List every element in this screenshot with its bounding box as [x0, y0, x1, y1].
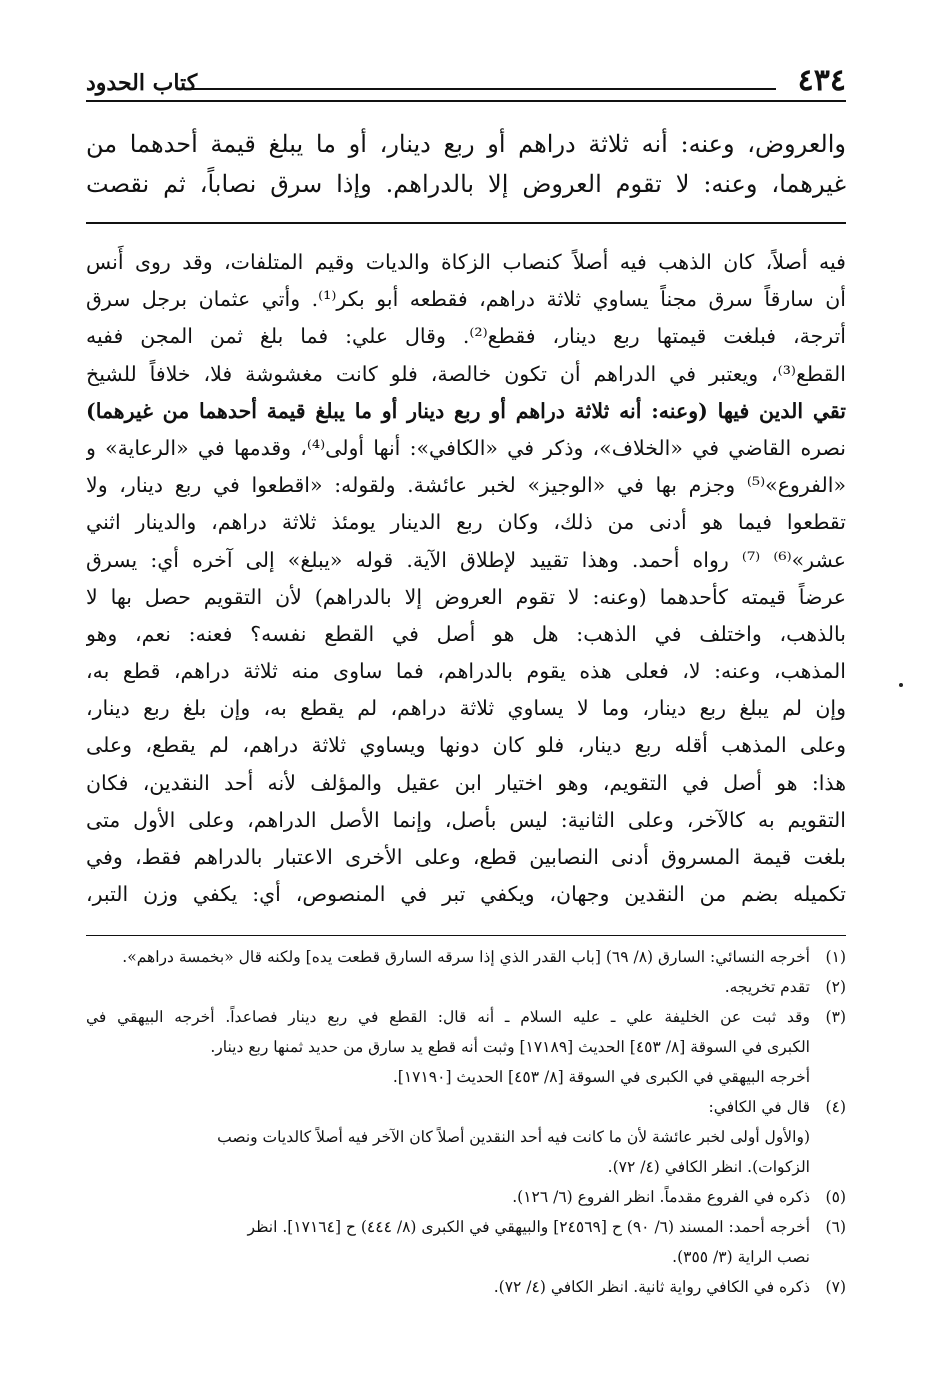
footnote-number: (١) — [825, 948, 846, 966]
footnote-text: قال في الكافي: — [708, 1098, 810, 1116]
footnote-line: (والأول أولى لخبر عائشة لأن ما كانت فيه أحد النقدين أصلاً كان الآخر فيه أصلاً كالديات ونصب — [217, 1128, 810, 1146]
footnote-line: الكبرى في السوقة [٨/ ٤٥٣] الحديث [١٧١٨٩] وثبت أنه قطع يد سارق من حديد ثمنها ربع دينار. — [210, 1038, 810, 1056]
commentary-line: بلغت قيمة المسروق أدنى النصابين قطع، وعلى الأخرى الاعتبار بالدراهم فقط، وفي — [86, 845, 846, 869]
commentary-line: نصره القاضي في «الخلاف»، وذكر في «الكافي»: أنها أولى⁽⁴⁾، وقدمها في «الرعاية» و — [86, 435, 846, 460]
commentary-line: عرضاً قيمته كأحدهما (وعنه: لا تقوم العروض إلا بالدراهم) لأن التقويم حصل بها لا — [86, 584, 846, 609]
footnote-number: (٥) — [825, 1188, 846, 1206]
footnote-line — [86, 1092, 846, 1122]
footnote-6 — [86, 1212, 846, 1272]
commentary-line: تقطعوا فيما هو أدنى من ذلك، وكان ربع الدينار يومئذ ثلاثة دراهم، والدينار اثني — [86, 510, 846, 535]
footnotes — [86, 942, 846, 1302]
commentary-line: تقي الدين فيها (وعنه: أنه ثلاثة دراهم أو ربع دينار أو ما يبلغ قيمة أحدهما من غيرهما) — [86, 398, 846, 423]
footnote-text: تقدم تخريجه. — [724, 978, 810, 996]
commentary-line: القطع⁽³⁾، ويعتبر في الدراهم أن تكون خالصة، فلو كانت مغشوشة فلا، خلافاً للشيخ — [86, 361, 846, 386]
matn-separator — [86, 222, 846, 224]
stray-mark — [899, 683, 903, 687]
footnote-number: (٣) — [825, 1008, 846, 1026]
footnote-line — [86, 1272, 846, 1302]
footnote-separator — [86, 935, 846, 936]
header-rule — [86, 100, 846, 102]
commentary-line: وعلى المذهب أقله ربع دينار، فلو كان دونها ويساوي ثلاثة دراهم، لم يقطع، وعلى — [86, 733, 846, 758]
header-line — [186, 88, 776, 90]
book-title: كتاب الحدود — [86, 70, 198, 96]
matn-line: والعروض، وعنه: أنه ثلاثة دراهم أو ربع دينار، أو ما يبلغ قيمة أحدهما من — [86, 130, 846, 158]
footnote-line: أخرجه البيهقي في الكبرى في السوقة [٨/ ٤٥٣] الحديث [١٧١٩٠]. — [392, 1068, 810, 1086]
matn-line: غيرهما، وعنه: لا تقوم العروض إلا بالدراهم. وإذا سرق نصاباً، ثم نقصت — [86, 170, 846, 198]
footnote-line — [86, 1002, 846, 1032]
commentary-line: تكميله بضم من النقدين وجهان، ويكفي تبر في المنصوص، أي: يكفي وزن التبر، — [86, 882, 846, 907]
commentary-line: وإن لم يبلغ ربع دينار، وما لا يساوي ثلاثة دراهم، لم يقطع به، وإن بلغ ربع دينار، — [86, 696, 846, 721]
footnote-text: وقد ثبت عن الخليفة علي ـ عليه السلام ـ أنه قال: القطع في ربع دينار فصاعداً. أخرجه البيهقي في — [86, 1008, 810, 1026]
commentary-line: هذا: هو أصل في التقويم، وهو اختيار ابن عقيل والمؤلف لأنه أحد النقدين، فكان — [86, 770, 846, 795]
footnote-1 — [86, 942, 846, 972]
footnote-2 — [86, 972, 846, 1002]
footnote-number: (٦) — [825, 1218, 846, 1236]
page-number: ٤٣٤ — [797, 63, 846, 98]
footnote-5 — [86, 1182, 846, 1212]
footnote-text: أخرجه أحمد: المسند (٦/ ٩٠) ح [٢٤٥٦٩] والبيهقي في الكبرى (٨/ ٤٤٤) ح [١٧١٦٤]. انظر — [247, 1218, 810, 1236]
commentary-line: عشر»⁽⁶⁾ ⁽⁷⁾ رواه أحمد. وهذا تقييد لإطلاق الآية. قوله «يبلغ» إلى آخره أي: يسرق — [86, 547, 846, 572]
footnote-line: الزكوات). انظر الكافي (٤/ ٧٢). — [607, 1158, 810, 1176]
footnote-3 — [86, 1002, 846, 1092]
footnote-line — [86, 942, 846, 972]
footnote-4 — [86, 1092, 846, 1182]
page-header — [86, 62, 846, 104]
footnote-line — [86, 972, 846, 1002]
matn-text — [86, 124, 846, 204]
commentary-line: التقويم به كالآخر، وعلى الثانية: ليس بأصل، وإنما الأصل الدراهم، وعلى الأول متى — [86, 807, 846, 832]
commentary-line: أترجة، فبلغت قيمتها ربع دينار، فقطع⁽²⁾. وقال علي: فما بلغ ثمن المجن ففيه — [86, 324, 846, 349]
footnote-number: (٢) — [825, 978, 846, 996]
commentary-text — [86, 244, 846, 913]
footnote-line: نصب الراية (٣/ ٣٥٥). — [672, 1248, 810, 1266]
footnote-line — [86, 1212, 846, 1242]
footnote-7 — [86, 1272, 846, 1302]
footnote-line — [86, 1182, 846, 1212]
commentary-line: «الفروع»⁽⁵⁾ وجزم بها في «الوجيز» لخبر عائشة. ولقوله: «اقطعوا في ربع دينار، ولا — [86, 473, 846, 498]
footnote-text: أخرجه النسائي: السارق (٨/ ٦٩) [باب القدر الذي إذا سرقه السارق قطعت يده] ولكنه قال «بخمسة دراهم». — [122, 948, 810, 966]
footnote-text: ذكره في الكافي رواية ثانية. انظر الكافي (٤/ ٧٢). — [493, 1278, 810, 1296]
footnote-number: (٤) — [825, 1098, 846, 1116]
footnote-number: (٧) — [825, 1278, 846, 1296]
commentary-line: المذهب، وعنه: لا، فعلى هذه يقوم بالدراهم، فما ساوى منه ثلاثة دراهم، قطع به، — [86, 659, 846, 684]
footnote-text: ذكره في الفروع مقدماً. انظر الفروع (٦/ ١٢٦). — [512, 1188, 810, 1206]
commentary-line: فيه أصلاً، كان الذهب فيه أصلاً كنصاب الزكاة والديات وقيم المتلفات، وقد روى أَنس — [86, 250, 846, 274]
commentary-line: بالذهب، واختلف في الذهب: هل هو أصل في القطع نفسه؟ فعنه: نعم، وهو — [86, 621, 846, 646]
commentary-line: أن سارقاً سرق مجناً يساوي ثلاثة دراهم، فقطعه أبو بكر⁽¹⁾. وأتي عثمان برجل سرق — [86, 287, 846, 312]
